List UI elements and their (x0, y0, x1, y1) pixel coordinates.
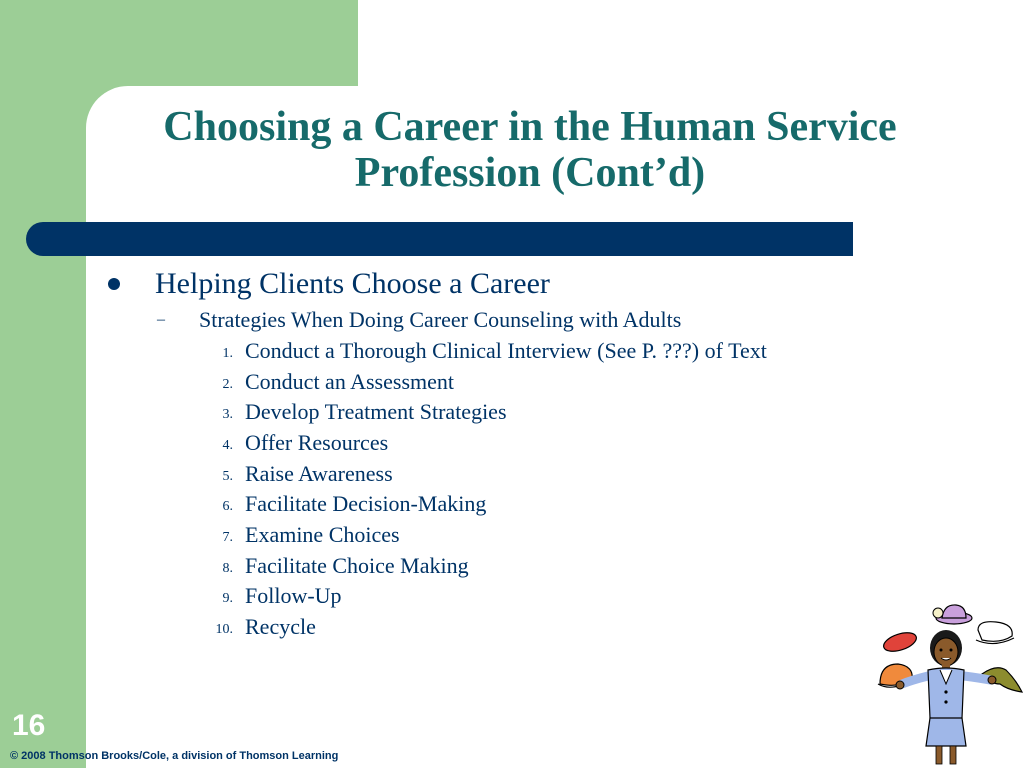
list-item: Conduct an Assessment (245, 369, 454, 394)
list-item: Develop Treatment Strategies (245, 399, 507, 424)
title-divider-bar (26, 222, 853, 256)
woman-figure (896, 630, 996, 764)
list-item: Raise Awareness (245, 461, 393, 486)
list-number: 7. (222, 530, 233, 545)
dash-bullet-icon: – (157, 311, 165, 328)
woman-juggling-hats-illustration (872, 600, 1024, 768)
slide-title (110, 104, 950, 196)
list-item: Recycle (245, 614, 316, 639)
bullet-dot-icon (108, 278, 120, 290)
list-number: 6. (222, 499, 233, 514)
list-number: 10. (215, 622, 233, 637)
list-number: 9. (222, 591, 233, 606)
list-number: 4. (222, 438, 233, 453)
red-beret-icon (881, 629, 918, 655)
purple-flower-hat-icon (933, 605, 972, 624)
list-item: Follow-Up (245, 583, 342, 608)
bullet-helping-clients: Helping Clients Choose a Career (155, 267, 550, 300)
list-number: 8. (222, 561, 233, 576)
sub-bullet-strategies: Strategies When Doing Career Counseling with Adults (199, 307, 682, 332)
slide-number: 16 (12, 709, 46, 742)
list-item: Facilitate Decision-Making (245, 491, 487, 516)
list-item: Conduct a Thorough Clinical Interview (See P. ???) of Text (245, 338, 767, 363)
list-number: 3. (222, 407, 233, 422)
list-number: 5. (222, 469, 233, 484)
slide-title-line-2: Profession (Cont’d) (354, 150, 706, 196)
list-number: 2. (222, 377, 233, 392)
list-number: 1. (222, 346, 233, 361)
slide-title-line-1: Choosing a Career in the Human Service (163, 104, 897, 150)
list-item: Facilitate Choice Making (245, 553, 469, 578)
white-hat-icon (976, 622, 1014, 644)
list-item: Offer Resources (245, 430, 389, 455)
copyright-notice: © 2008 Thomson Brooks/Cole, a division of Thomson Learning (10, 750, 339, 762)
list-item: Examine Choices (245, 522, 400, 547)
